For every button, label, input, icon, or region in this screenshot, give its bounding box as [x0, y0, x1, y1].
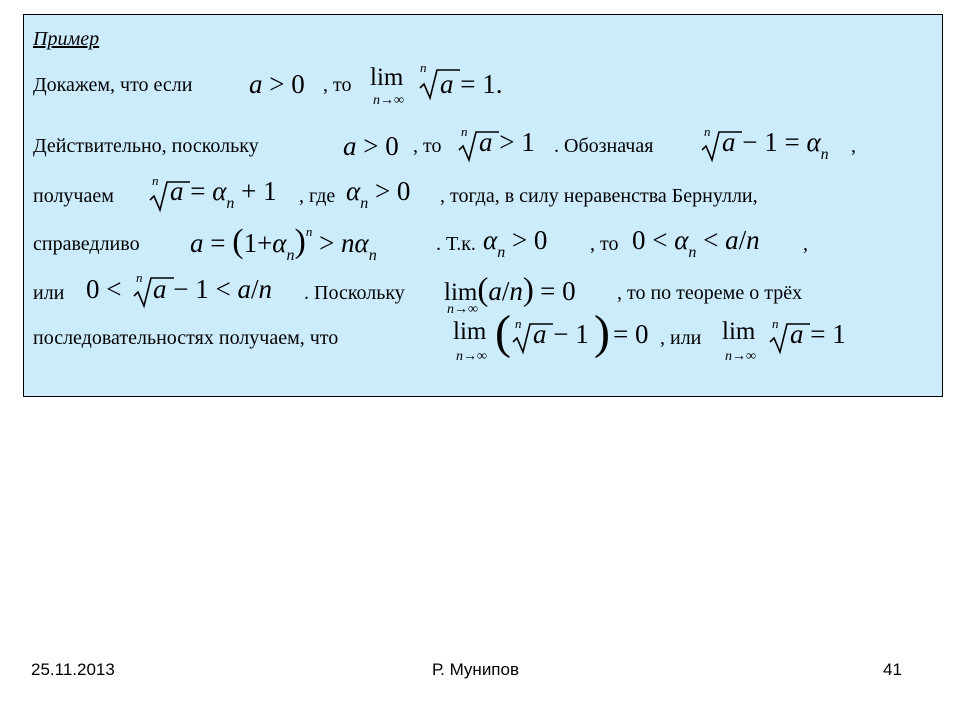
line3-text-c: , тогда, в силу неравенства Бернулли, — [440, 185, 758, 207]
root-body-4: $a = \alpha_n + 1$ — [170, 176, 277, 212]
eq-zero: = 0 — [613, 319, 649, 349]
root-index-4: n — [152, 173, 159, 188]
formula-alpha-bounds: $0 < \alpha_n < a/n$ — [632, 225, 760, 261]
root-body-6: a − 1 — [533, 319, 589, 349]
line3-text-a: получаем — [33, 185, 114, 207]
line2-text-b: , то — [413, 135, 442, 157]
formula-lim-root-minus-1: lim — [453, 318, 487, 345]
lim-subscript-2: n→∞ — [447, 302, 478, 317]
line2-text-d: , — [851, 135, 856, 157]
line3-text-b: , где — [299, 185, 336, 207]
line5-text-b: . Поскольку — [304, 282, 405, 304]
line4-text-a: справедливо — [33, 233, 140, 255]
line5-text-c: , то по теореме о трёх — [617, 282, 803, 304]
paren-right: ) — [594, 306, 610, 359]
line6-text-a: последовательностях получаем, что — [33, 327, 339, 349]
formula-alpha-gt-0: $\alpha_n > 0$ — [346, 176, 411, 212]
footer-author: Р. Мунипов — [432, 660, 520, 679]
formula-final-lim: lim — [722, 318, 756, 345]
footer-date: 25.11.2013 — [31, 660, 115, 679]
example-heading: Пример — [33, 28, 100, 50]
root-index-6: n — [515, 316, 522, 331]
line4-text-c: , то — [590, 233, 619, 255]
paren-left: ( — [495, 306, 511, 359]
lim-subscript: n→∞ — [373, 93, 404, 108]
line2-text-a: Действительно, поскольку — [33, 135, 259, 157]
root-index-3: n — [704, 124, 711, 139]
line5-text-a: или — [33, 282, 65, 304]
root-body-1: a = 1. — [440, 69, 503, 99]
formula-root-bounds-0: 0 < — [86, 274, 122, 304]
root-index: n — [420, 60, 427, 75]
lim-subscript-3: n→∞ — [456, 349, 487, 364]
line1-text-a: Докажем, что если — [33, 74, 193, 96]
root-body-5: a − 1 < a/n — [153, 274, 272, 304]
root-body-7: a = 1 — [790, 319, 846, 349]
root-body-3: $a - 1 = \alpha_n$ — [722, 127, 829, 163]
formula-lim-a-over-n: lim(a/n) = 0 — [444, 272, 576, 308]
root-index-2: n — [461, 124, 468, 139]
root-index-5: n — [136, 270, 143, 285]
line4-text-b: . Т.к. — [436, 233, 476, 255]
line1-text-b: , то — [323, 74, 352, 96]
formula-alpha-gt-0-2: $\alpha_n > 0$ — [483, 225, 548, 261]
formula-lim-root: lim — [370, 64, 404, 91]
line6-text-b: , или — [660, 327, 702, 349]
formula-bernoulli: $a = (1+\alpha_n)^n > n\alpha_n$ — [190, 223, 377, 264]
lim-subscript-4: n→∞ — [725, 349, 756, 364]
footer-page-number: 41 — [883, 660, 902, 679]
line4-text-d: , — [803, 233, 808, 255]
root-index-7: n — [772, 316, 779, 331]
formula-a-gt-0-2: a > 0 — [343, 131, 399, 161]
line2-text-c: . Обозначая — [554, 135, 654, 157]
formula-a-gt-0: a > 0 — [249, 69, 305, 99]
root-body-2: a > 1 — [479, 127, 535, 157]
